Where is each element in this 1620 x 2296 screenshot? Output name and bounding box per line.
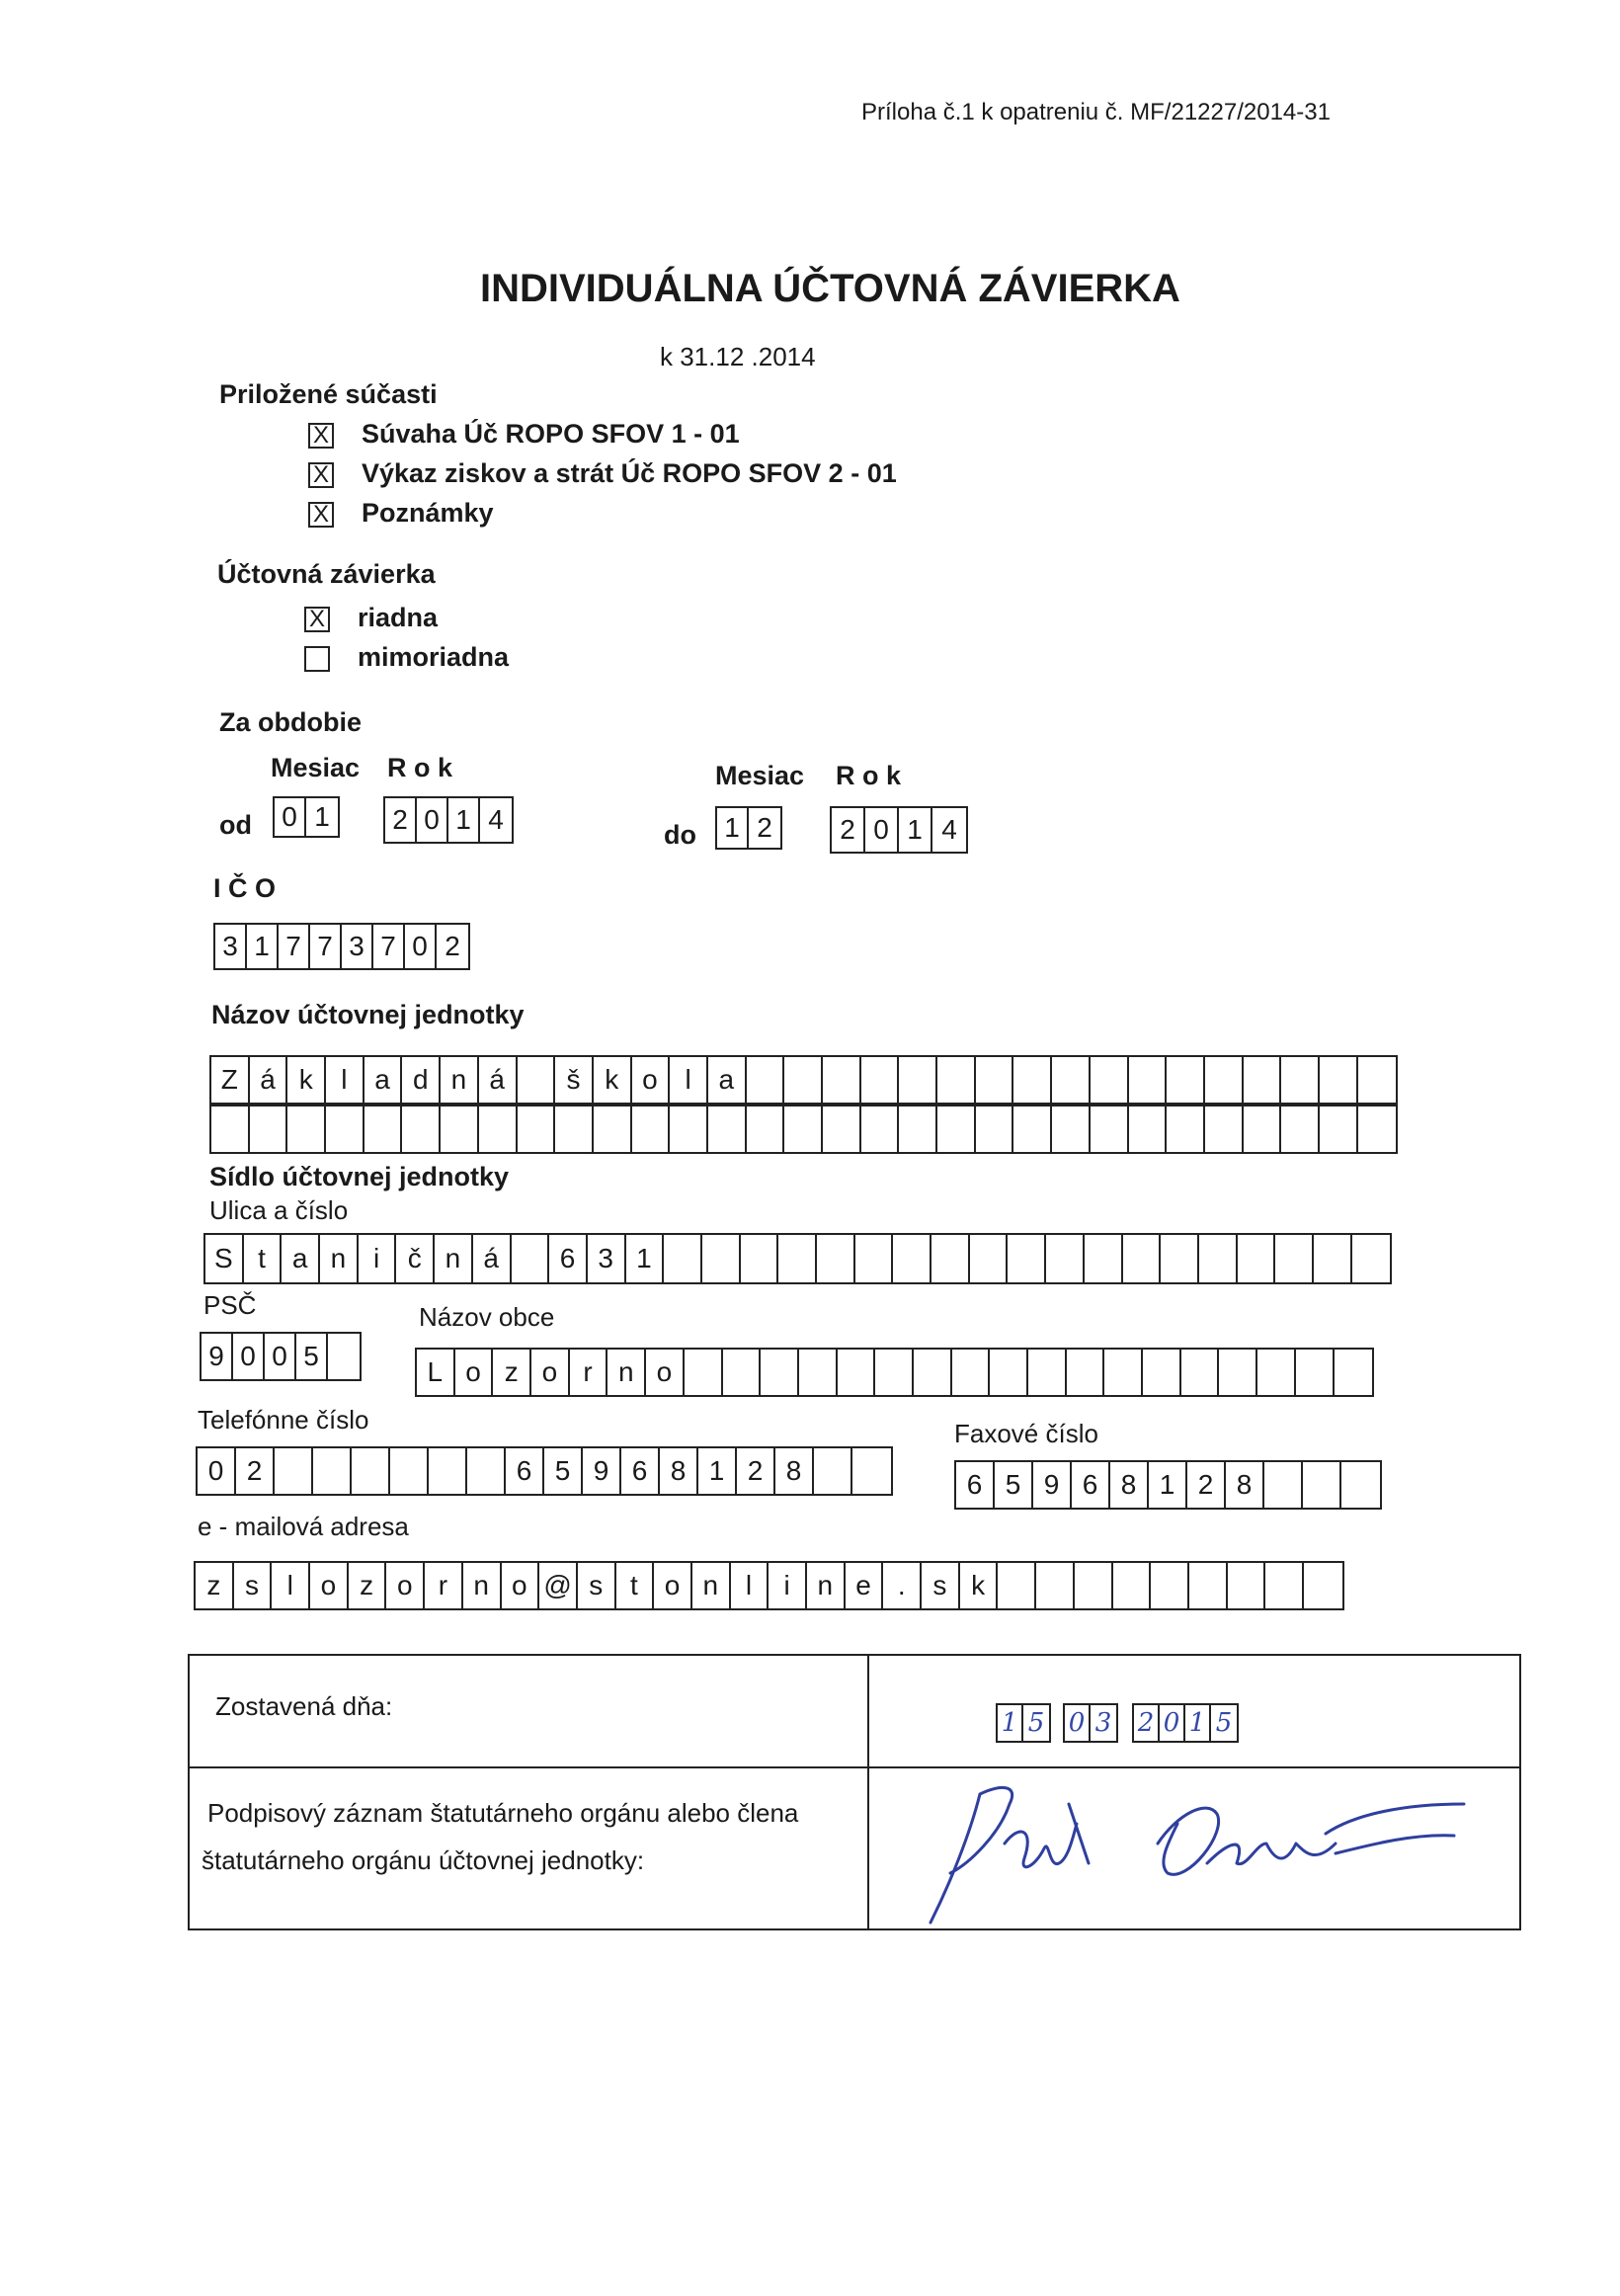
box-cell: l [326, 1057, 364, 1103]
box-cell [479, 1107, 518, 1152]
period-label: Za obdobie [219, 707, 362, 737]
attached-item-checkbox-0: X [308, 423, 334, 449]
box-cell [937, 1107, 976, 1152]
box-cell [823, 1107, 861, 1152]
box-cell [1181, 1350, 1220, 1395]
box-cell [1335, 1350, 1373, 1395]
box-cell: r [570, 1350, 608, 1395]
box-cell [1320, 1107, 1358, 1152]
table-row-divider [190, 1766, 1519, 1768]
box-cell [1189, 1563, 1228, 1608]
compiled-day-boxes [996, 1703, 1051, 1743]
box-cell: 0 [405, 925, 437, 968]
fax-boxes [954, 1460, 1382, 1510]
box-cell: l [731, 1563, 770, 1608]
statement-type-label: Účtovná závierka [217, 559, 436, 589]
box-cell [1205, 1107, 1244, 1152]
box-cell [784, 1107, 823, 1152]
box-cell [861, 1057, 900, 1103]
box-cell [1205, 1057, 1244, 1103]
box-cell [1320, 1057, 1358, 1103]
box-cell [1129, 1107, 1168, 1152]
unit-name-row1 [209, 1055, 1398, 1105]
box-cell: š [555, 1057, 594, 1103]
box-cell [1067, 1350, 1105, 1395]
box-cell: i [359, 1235, 397, 1282]
box-cell: 0 [265, 1334, 296, 1379]
box-cell: 9 [583, 1448, 621, 1494]
statement-type-label-0: riadna [358, 603, 439, 632]
box-cell [761, 1350, 799, 1395]
fax-label: Faxové číslo [954, 1419, 1098, 1448]
box-cell [708, 1107, 747, 1152]
box-cell: s [578, 1563, 616, 1608]
box-cell: 5 [1027, 1708, 1045, 1738]
attached-item-label-1: Výkaz ziskov a strát Úč ROPO SFOV 2 - 01 [362, 458, 897, 488]
box-cell: @ [539, 1563, 578, 1608]
signature-label-line1: Podpisový záznam štatutárneho orgánu alebo člena [207, 1798, 799, 1828]
box-cell: 2 [757, 812, 772, 843]
street-label: Ulica a číslo [209, 1195, 349, 1225]
box-cell [1244, 1057, 1282, 1103]
compiled-month-boxes [1063, 1703, 1118, 1743]
box-cell: o [386, 1563, 425, 1608]
box-cell [1167, 1107, 1205, 1152]
box-cell: a [708, 1057, 747, 1103]
phone-boxes [196, 1446, 893, 1496]
box-cell: 0 [417, 798, 448, 842]
box-cell [990, 1350, 1028, 1395]
box-cell [1264, 1462, 1303, 1508]
box-cell [1304, 1563, 1342, 1608]
box-cell: 6 [956, 1462, 995, 1508]
box-cell: 2 [832, 808, 865, 852]
box-cell [328, 1334, 360, 1379]
from-month-label: Mesiac [271, 753, 361, 782]
city-label: Názov obce [419, 1302, 555, 1332]
box-cell: r [425, 1563, 463, 1608]
box-cell: 9 [1033, 1462, 1072, 1508]
box-cell: i [769, 1563, 807, 1608]
attached-item-checkbox-1: X [308, 462, 334, 488]
box-cell: 0 [1065, 1705, 1091, 1741]
box-cell [723, 1350, 762, 1395]
box-cell: 1 [1185, 1705, 1211, 1741]
box-cell [1008, 1235, 1046, 1282]
handwritten-signature [911, 1774, 1503, 1932]
street-boxes [203, 1233, 1392, 1284]
box-cell: 8 [1226, 1462, 1264, 1508]
box-cell: 0 [233, 1334, 265, 1379]
box-cell [702, 1235, 741, 1282]
box-cell [799, 1350, 838, 1395]
box-cell: n [463, 1563, 502, 1608]
box-cell [390, 1448, 429, 1494]
box-cell: 1 [314, 801, 330, 832]
box-cell [998, 1563, 1036, 1608]
box-cell [594, 1107, 632, 1152]
ico-label: I Č O [213, 873, 277, 903]
box-cell [1143, 1350, 1181, 1395]
box-cell: Z [211, 1057, 250, 1103]
box-cell: 4 [488, 804, 504, 835]
from-month-boxes [273, 796, 340, 838]
signature-label-line2: štatutárneho orgánu účtovnej jednotky: [202, 1845, 645, 1875]
box-cell [1314, 1235, 1352, 1282]
box-cell [1244, 1107, 1282, 1152]
box-cell [1091, 1057, 1129, 1103]
box-cell [211, 1107, 250, 1152]
box-cell: 5 [544, 1448, 583, 1494]
to-month-boxes [715, 806, 782, 850]
box-cell: 6 [1072, 1462, 1110, 1508]
box-cell: l [670, 1057, 708, 1103]
box-cell [1281, 1057, 1320, 1103]
box-cell [914, 1350, 952, 1395]
box-cell [1352, 1235, 1391, 1282]
box-cell: 1 [998, 1705, 1023, 1741]
box-cell [1052, 1107, 1091, 1152]
box-cell [1113, 1563, 1152, 1608]
box-cell [632, 1107, 671, 1152]
box-cell [1167, 1057, 1205, 1103]
box-cell [512, 1235, 550, 1282]
box-cell: z [493, 1350, 531, 1395]
box-cell: n [608, 1350, 646, 1395]
box-cell [352, 1448, 390, 1494]
box-cell: 1 [1149, 1462, 1187, 1508]
box-cell [1281, 1107, 1320, 1152]
box-cell: 5 [995, 1462, 1033, 1508]
box-cell: o [632, 1057, 671, 1103]
box-cell [1046, 1235, 1085, 1282]
box-cell: 3 [342, 925, 373, 968]
box-cell [823, 1057, 861, 1103]
box-cell [838, 1350, 876, 1395]
box-cell: 1 [247, 925, 279, 968]
box-cell [875, 1350, 914, 1395]
box-cell [1123, 1235, 1162, 1282]
city-boxes [415, 1348, 1374, 1397]
box-cell: 2 [1134, 1705, 1160, 1741]
from-year-label: R o k [387, 753, 453, 782]
box-cell: 0 [275, 798, 306, 836]
box-cell [364, 1107, 403, 1152]
box-cell: t [244, 1235, 283, 1282]
box-cell: 8 [1110, 1462, 1149, 1508]
box-cell: 8 [775, 1448, 814, 1494]
box-cell: 1 [717, 808, 749, 848]
box-cell: 2 [737, 1448, 775, 1494]
box-cell [555, 1107, 594, 1152]
box-cell [1013, 1107, 1052, 1152]
box-cell [747, 1107, 785, 1152]
box-cell [1275, 1235, 1314, 1282]
box-cell: 6 [549, 1235, 588, 1282]
annex-reference: Príloha č.1 k opatreniu č. MF/21227/2014-31 [861, 99, 1331, 125]
ico-boxes [213, 923, 470, 970]
box-cell: z [349, 1563, 387, 1608]
box-cell: 8 [660, 1448, 698, 1494]
box-cell [664, 1235, 702, 1282]
to-month-label: Mesiac [715, 761, 805, 790]
box-cell [976, 1107, 1014, 1152]
box-cell: o [502, 1563, 540, 1608]
box-cell [747, 1057, 785, 1103]
box-cell [970, 1235, 1009, 1282]
box-cell [861, 1107, 900, 1152]
box-cell [1199, 1235, 1238, 1282]
box-cell: o [310, 1563, 349, 1608]
box-cell: k [960, 1563, 999, 1608]
box-cell [1085, 1235, 1123, 1282]
box-cell [685, 1350, 723, 1395]
box-cell: o [646, 1350, 685, 1395]
to-label: do [664, 820, 696, 850]
box-cell [852, 1448, 891, 1494]
box-cell [429, 1448, 467, 1494]
unit-name-label: Názov účtovnej jednotky [211, 1000, 525, 1029]
box-cell [1358, 1057, 1397, 1103]
box-cell [313, 1448, 352, 1494]
box-cell: 5 [1215, 1708, 1233, 1738]
box-cell [1238, 1235, 1276, 1282]
box-cell [1151, 1563, 1189, 1608]
box-cell [899, 1107, 937, 1152]
box-cell: d [402, 1057, 441, 1103]
box-cell [287, 1107, 326, 1152]
from-year-boxes [383, 796, 514, 844]
box-cell [1091, 1107, 1129, 1152]
box-cell: s [922, 1563, 960, 1608]
box-cell [518, 1057, 556, 1103]
statement-date: k 31.12 .2014 [660, 342, 816, 371]
box-cell: a [282, 1235, 320, 1282]
attached-item-checkbox-2: X [308, 502, 334, 528]
box-cell: á [473, 1235, 512, 1282]
box-cell: t [616, 1563, 655, 1608]
box-cell: n [435, 1235, 473, 1282]
box-cell [275, 1448, 313, 1494]
email-label: e - mailová adresa [198, 1512, 409, 1541]
box-cell [670, 1107, 708, 1152]
box-cell [893, 1235, 932, 1282]
box-cell [1075, 1563, 1113, 1608]
box-cell: n [807, 1563, 846, 1608]
box-cell: 3 [1094, 1708, 1112, 1738]
box-cell: n [692, 1563, 731, 1608]
box-cell: 5 [296, 1334, 328, 1379]
box-cell: z [196, 1563, 234, 1608]
psc-boxes [200, 1332, 362, 1381]
box-cell: 1 [626, 1235, 665, 1282]
box-cell: l [272, 1563, 310, 1608]
box-cell [1296, 1350, 1335, 1395]
box-cell: 6 [506, 1448, 544, 1494]
box-cell: 3 [588, 1235, 626, 1282]
box-cell: 9 [202, 1334, 233, 1379]
box-cell: n [320, 1235, 359, 1282]
box-cell [1358, 1107, 1397, 1152]
box-cell [1303, 1462, 1341, 1508]
compiled-date-label: Zostavená dňa: [215, 1691, 393, 1721]
box-cell [1104, 1350, 1143, 1395]
box-cell: 0 [198, 1448, 236, 1494]
box-cell: 6 [621, 1448, 660, 1494]
box-cell: s [234, 1563, 273, 1608]
box-cell [899, 1057, 937, 1103]
box-cell [784, 1057, 823, 1103]
box-cell: k [594, 1057, 632, 1103]
seat-label: Sídlo účtovnej jednotky [209, 1162, 510, 1191]
box-cell: 7 [279, 925, 310, 968]
box-cell [778, 1235, 817, 1282]
box-cell [1341, 1462, 1380, 1508]
box-cell: 0 [1160, 1705, 1185, 1741]
box-cell: 1 [448, 798, 480, 842]
signature-table [188, 1654, 1521, 1930]
box-cell: n [441, 1057, 479, 1103]
from-label: od [219, 810, 252, 840]
box-cell: e [846, 1563, 884, 1608]
box-cell [814, 1448, 852, 1494]
box-cell: á [250, 1057, 288, 1103]
box-cell: 2 [385, 798, 417, 842]
box-cell [817, 1235, 855, 1282]
box-cell: á [479, 1057, 518, 1103]
box-cell: 1 [698, 1448, 737, 1494]
box-cell: 2 [1187, 1462, 1226, 1508]
phone-label: Telefónne číslo [198, 1405, 369, 1435]
box-cell [976, 1057, 1014, 1103]
box-cell [1257, 1350, 1296, 1395]
box-cell [518, 1107, 556, 1152]
box-cell [441, 1107, 479, 1152]
document-title: INDIVIDUÁLNA ÚČTOVNÁ ZÁVIERKA [480, 267, 1180, 310]
attached-item-label-0: Súvaha Úč ROPO SFOV 1 - 01 [362, 419, 740, 449]
box-cell: 3 [215, 925, 247, 968]
box-cell [1219, 1350, 1257, 1395]
email-boxes [194, 1561, 1344, 1610]
box-cell [250, 1107, 288, 1152]
box-cell: o [455, 1350, 494, 1395]
to-year-label: R o k [836, 761, 902, 790]
box-cell [1013, 1057, 1052, 1103]
box-cell [326, 1107, 364, 1152]
box-cell: 2 [236, 1448, 275, 1494]
box-cell [1052, 1057, 1091, 1103]
box-cell [402, 1107, 441, 1152]
compiled-year-boxes [1132, 1703, 1239, 1743]
box-cell [1265, 1563, 1304, 1608]
box-cell: . [883, 1563, 922, 1608]
statement-type-checkbox-1 [304, 646, 330, 672]
box-cell: 7 [373, 925, 405, 968]
statement-type-label-1: mimoriadna [358, 642, 510, 672]
box-cell: 7 [310, 925, 342, 968]
unit-name-row2 [209, 1105, 1398, 1154]
statement-type-checkbox-0: X [304, 607, 330, 632]
to-year-boxes [830, 806, 968, 854]
box-cell [1161, 1235, 1199, 1282]
attached-components-label: Priložené súčasti [219, 379, 438, 409]
box-cell [1129, 1057, 1168, 1103]
box-cell: č [396, 1235, 435, 1282]
psc-label: PSČ [203, 1290, 257, 1320]
box-cell [1228, 1563, 1266, 1608]
box-cell [932, 1235, 970, 1282]
box-cell [952, 1350, 991, 1395]
box-cell: 0 [865, 808, 899, 852]
box-cell: S [205, 1235, 244, 1282]
box-cell: 4 [941, 814, 957, 845]
box-cell [1028, 1350, 1067, 1395]
box-cell: L [417, 1350, 455, 1395]
box-cell [1036, 1563, 1075, 1608]
box-cell: o [654, 1563, 692, 1608]
box-cell: 2 [445, 931, 460, 961]
box-cell [855, 1235, 894, 1282]
box-cell [467, 1448, 506, 1494]
box-cell: k [287, 1057, 326, 1103]
table-column-divider [867, 1656, 869, 1928]
box-cell: o [531, 1350, 570, 1395]
box-cell: 1 [899, 808, 932, 852]
box-cell [741, 1235, 779, 1282]
box-cell: a [364, 1057, 403, 1103]
box-cell [937, 1057, 976, 1103]
attached-item-label-2: Poznámky [362, 498, 494, 528]
